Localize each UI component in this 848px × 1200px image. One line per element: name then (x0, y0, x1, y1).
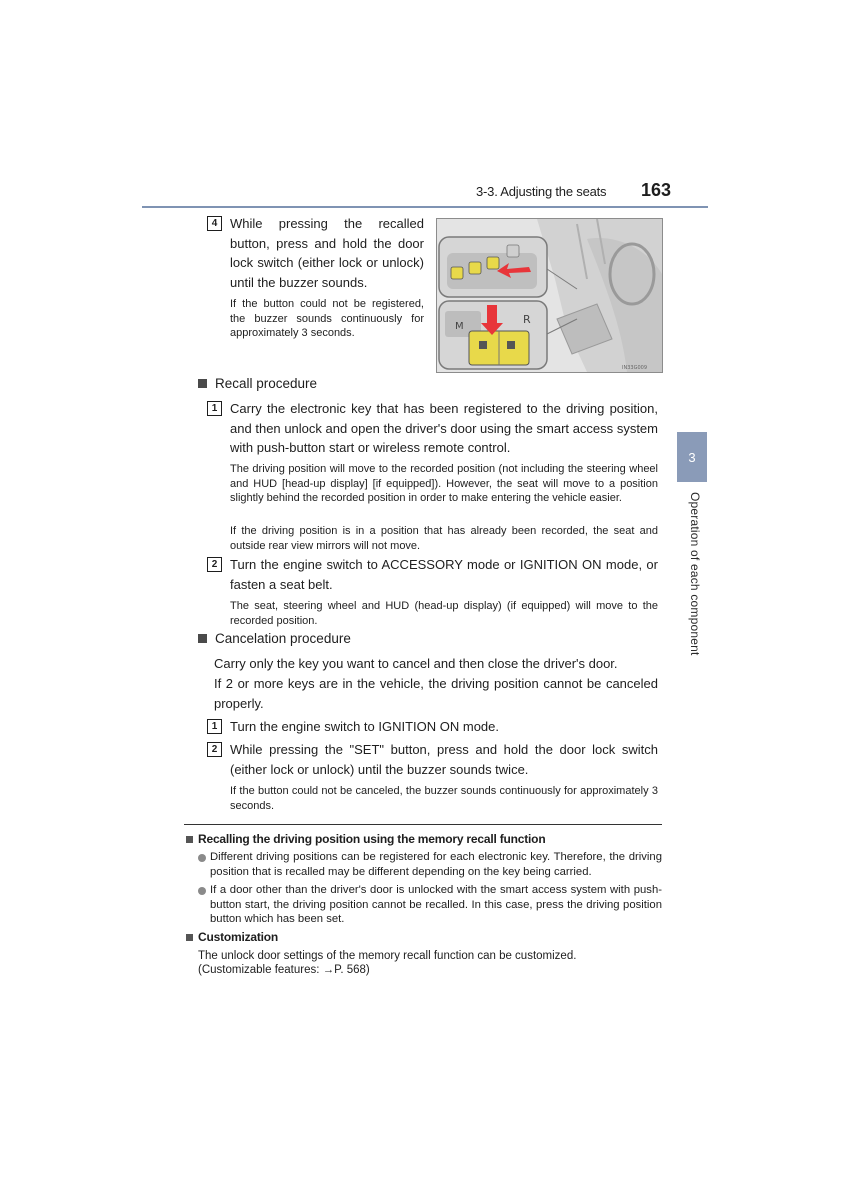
header-rule (142, 206, 708, 208)
chapter-number: 3 (688, 449, 696, 465)
bullet-dot-icon (198, 887, 206, 895)
recall-step-1-number: 1 (207, 401, 222, 416)
step-4-note: If the button could not be registered, the buzzer sounds continuously for approximately 3 seconds. (230, 298, 424, 339)
bullet-dot-icon (198, 854, 206, 862)
memory-button-illustration (436, 218, 663, 373)
customization-heading-text: Customization (198, 930, 279, 944)
svg-text:R: R (523, 313, 531, 326)
cancel-heading (198, 631, 351, 646)
chapter-label: Operation of each component (688, 492, 702, 656)
cancel-step-2-text: While pressing the "SET" button, press and hold the door lock switch (either lock or unlock) until the buzzer sounds twice. (230, 742, 658, 777)
recall-step-2-text: Turn the engine switch to ACCESSORY mode or IGNITION ON mode, or fasten a seat belt. (230, 557, 658, 592)
recall-heading (198, 376, 317, 391)
square-bullet-icon (198, 634, 207, 643)
cancel-intro-2: If 2 or more keys are in the vehicle, the driving position cannot be canceled properly. (214, 676, 658, 711)
figure-code: IN33G009 (622, 365, 647, 371)
square-bullet-icon (186, 934, 193, 941)
cancel-heading-text: Cancelation procedure (215, 631, 351, 646)
cancel-intro-1: Carry only the key you want to cancel and then close the driver's door. (214, 656, 618, 671)
recall-step-1-note-2: If the driving position is in a position that has already been recorded, the seat and outside rear view mirrors will not move. (230, 525, 658, 552)
recalling-note-heading-text: Recalling the driving position using the memory recall function (198, 832, 546, 846)
recall-step-2-number: 2 (207, 557, 222, 572)
section-title: 3-3. Adjusting the seats (476, 184, 607, 199)
recalling-bullet-2: If a door other than the driver's door is unlocked with the smart access system with push-button start, the driving position cannot be recalled. In this case, press the driving position button which has been set. (210, 884, 662, 925)
customization-text: The unlock door settings of the memory recall function can be customized. (198, 950, 577, 962)
recall-step-1-text: Carry the electronic key that has been registered to the driving position, and then unlock and open the driver's door using the smart access system with push-button start or wireless remote control. (230, 401, 658, 455)
illustration-svg (437, 219, 662, 372)
notes-divider (184, 824, 662, 825)
cancel-step-2-number: 2 (207, 742, 222, 757)
chapter-tab (677, 432, 707, 482)
cancel-step-2-note: If the button could not be canceled, the buzzer sounds continuously for approximately 3 seconds. (230, 785, 658, 812)
square-bullet-icon (198, 379, 207, 388)
customization-reference[interactable]: (Customizable features: →P. 568) (198, 964, 370, 976)
recall-step-2-note: The seat, steering wheel and HUD (head-up display) (if equipped) will move to the recorded position. (230, 600, 658, 627)
recalling-bullet-1: Different driving positions can be registered for each electronic key. Therefore, the driving position that is recalled may be different depending on the key being carried. (210, 851, 662, 878)
recalling-note-heading (186, 832, 545, 846)
page-number: 163 (641, 180, 672, 200)
step-4-text: While pressing the recalled button, press and hold the door lock switch (either lock or unlock) until the buzzer sounds. (230, 216, 424, 290)
step-4-number: 4 (207, 216, 222, 231)
square-bullet-icon (186, 836, 193, 843)
svg-text:M: M (455, 321, 464, 332)
cancel-step-1-number: 1 (207, 719, 222, 734)
cancel-step-1-text: Turn the engine switch to IGNITION ON mode. (230, 719, 500, 734)
customization-heading (186, 930, 278, 944)
recall-step-1-note-1: The driving position will move to the recorded position (not including the steering wheel and HUD [head-up display] [if equipped]). However, the seat will move to a position slightly behind the recorded position in order to make entering the vehicle easier. (230, 463, 658, 504)
recall-heading-text: Recall procedure (215, 376, 318, 391)
